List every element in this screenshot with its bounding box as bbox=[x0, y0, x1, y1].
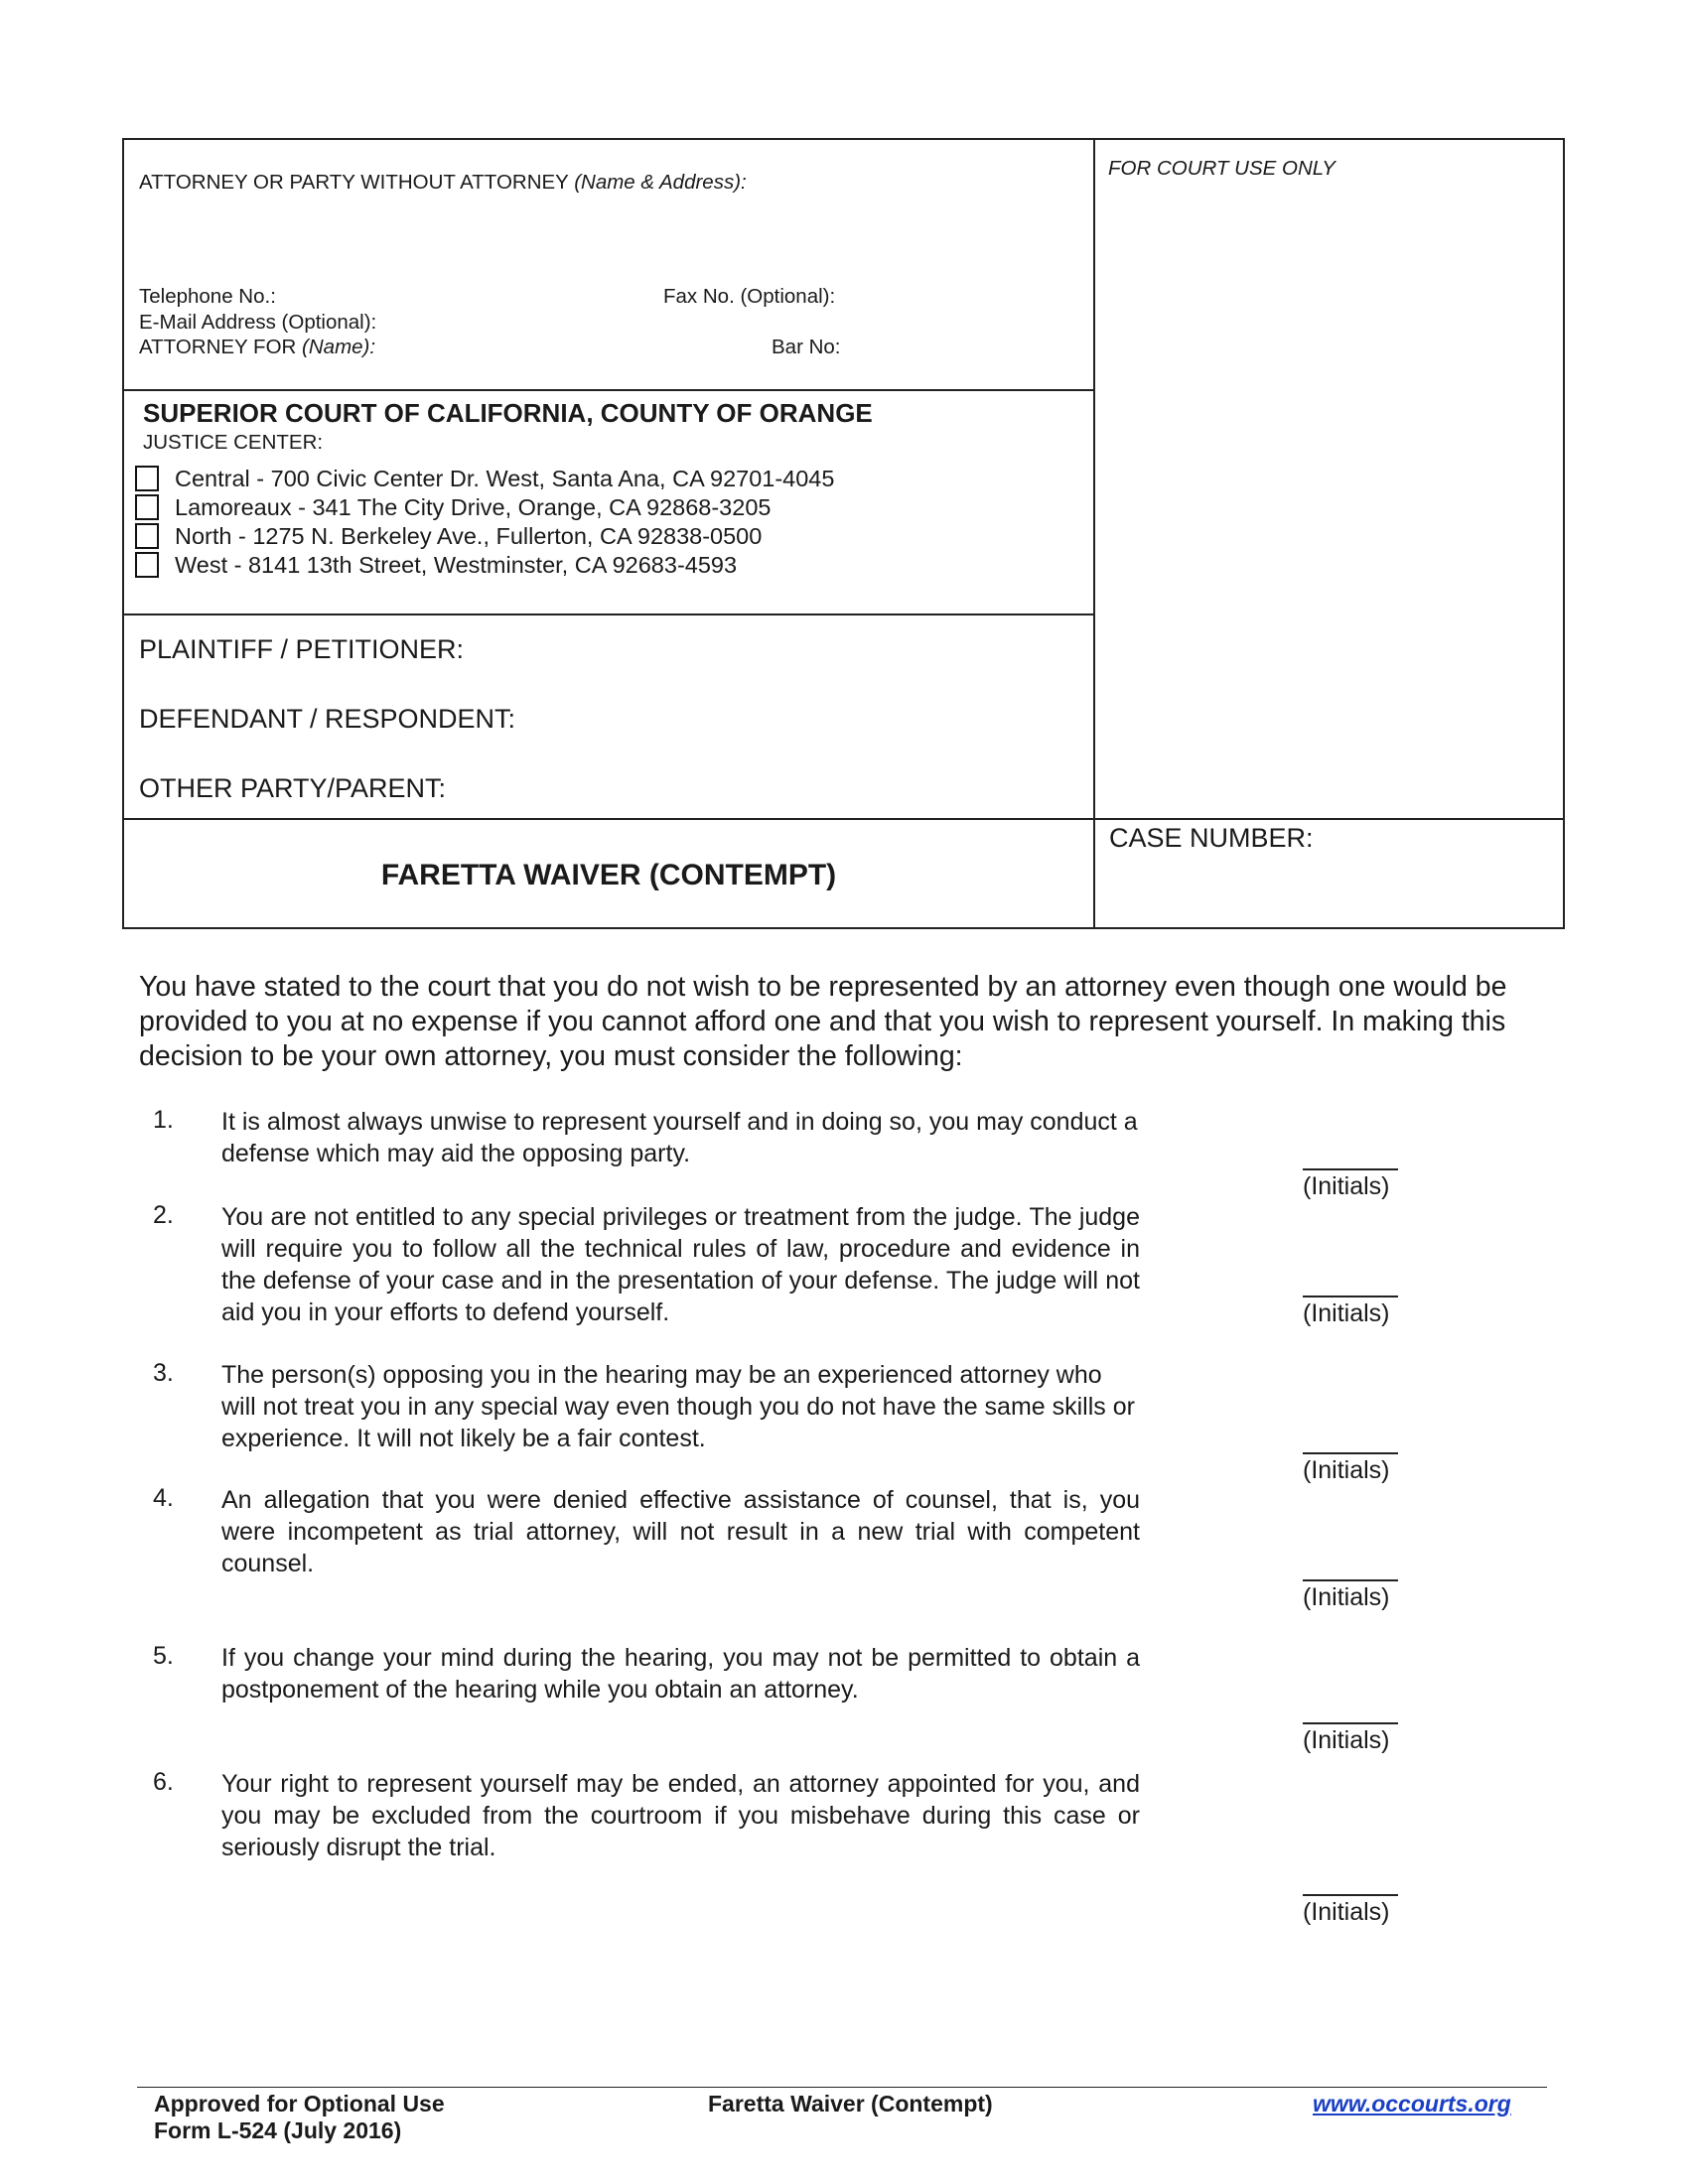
divider-court-parties bbox=[122, 614, 1095, 615]
item-4-initials-label: (Initials) bbox=[1303, 1583, 1390, 1611]
caption-divider-vertical bbox=[1093, 138, 1095, 929]
item-6-text: Your right to represent yourself may be ended, an attorney appointed for you, and you may be excluded from the courtroom if you misbehave during this case or seriously disrupt the trial. bbox=[221, 1770, 1140, 1861]
divider-attorney-court bbox=[122, 389, 1095, 391]
item-3-text: The person(s) opposing you in the hearing may be an experienced attorney who will not treat you in any special way even though you do not have the same skills or experience. It will not likely be a fair contest. bbox=[221, 1361, 1135, 1452]
center-lamoreaux: Lamoreaux - 341 The City Drive, Orange, CA 92868-3205 bbox=[175, 494, 772, 520]
bar-no-label: Bar No: bbox=[772, 336, 841, 358]
item-5-initials-label: (Initials) bbox=[1303, 1726, 1390, 1754]
checkbox-north[interactable] bbox=[135, 523, 159, 549]
attorney-label: ATTORNEY OR PARTY WITHOUT ATTORNEY (Name & Address): bbox=[139, 171, 747, 194]
telephone-label: Telephone No.: bbox=[139, 285, 276, 308]
item-4-initials-line[interactable] bbox=[1303, 1579, 1398, 1581]
divider-parties-title bbox=[122, 818, 1565, 820]
footer-form-number: Form L-524 (July 2016) bbox=[154, 2117, 402, 2143]
item-2-text: You are not entitled to any special privileges or treatment from the judge. The judge will require you to follow all the technical rules of law, procedure and evidence in the defense of your case and in the presentation of your defense. The judge will not aid you in your efforts to defend yourself. bbox=[221, 1203, 1140, 1326]
plaintiff-label: PLAINTIFF / PETITIONER: bbox=[139, 634, 465, 664]
fax-label: Fax No. (Optional): bbox=[663, 285, 836, 308]
item-6-initials-line[interactable] bbox=[1303, 1894, 1398, 1896]
item-2-number: 2. bbox=[153, 1201, 174, 1229]
footer-website-link[interactable]: www.occourts.org bbox=[1313, 2091, 1511, 2116]
item-3-initials-line[interactable] bbox=[1303, 1452, 1398, 1454]
caption-bottom-border bbox=[122, 927, 1565, 929]
item-6-initials-label: (Initials) bbox=[1303, 1898, 1390, 1926]
form-title: FARETTA WAIVER (CONTEMPT) bbox=[380, 859, 837, 891]
court-name: SUPERIOR COURT OF CALIFORNIA, COUNTY OF ORANGE bbox=[143, 398, 873, 428]
item-4-number: 4. bbox=[153, 1484, 174, 1512]
checkbox-central[interactable] bbox=[135, 466, 159, 491]
item-4-text: An allegation that you were denied effective assistance of counsel, that is, you were incompetent as trial attorney, will not result in a new trial with competent counsel. bbox=[221, 1486, 1140, 1577]
footer-rule bbox=[137, 2087, 1547, 2088]
intro-paragraph: You have stated to the court that you do not wish to be represented by an attorney even though one would be provided to you at no expense if you cannot afford one and that you wish to represent yourself. In making this decision to be your own attorney, you must consider the following: bbox=[139, 971, 1507, 1072]
case-number-label: CASE NUMBER: bbox=[1109, 823, 1314, 853]
item-5-text: If you change your mind during the hearing, you may not be permitted to obtain a postponement of the hearing while you obtain an attorney. bbox=[221, 1644, 1140, 1704]
caption-top-border bbox=[122, 138, 1565, 140]
item-1-number: 1. bbox=[153, 1106, 174, 1134]
item-6-number: 6. bbox=[153, 1768, 174, 1796]
center-west: West - 8141 13th Street, Westminster, CA 92683-4593 bbox=[175, 552, 738, 578]
item-1-text: It is almost always unwise to represent yourself and in doing so, you may conduct a defense which may aid the opposing party. bbox=[221, 1108, 1138, 1167]
footer-approved: Approved for Optional Use bbox=[154, 2091, 445, 2116]
item-1-initials-label: (Initials) bbox=[1303, 1172, 1390, 1200]
caption-right-border bbox=[1563, 138, 1565, 929]
court-use-label: FOR COURT USE ONLY bbox=[1108, 157, 1336, 180]
item-5-initials-line[interactable] bbox=[1303, 1722, 1398, 1724]
defendant-label: DEFENDANT / RESPONDENT: bbox=[139, 704, 516, 734]
item-3-initials-label: (Initials) bbox=[1303, 1456, 1390, 1484]
center-central: Central - 700 Civic Center Dr. West, Santa Ana, CA 92701-4045 bbox=[175, 466, 835, 491]
other-party-label: OTHER PARTY/PARENT: bbox=[139, 773, 447, 803]
item-3-number: 3. bbox=[153, 1359, 174, 1387]
item-1-initials-line[interactable] bbox=[1303, 1168, 1398, 1170]
checkbox-west[interactable] bbox=[135, 552, 159, 578]
caption-left-border bbox=[122, 138, 124, 929]
item-5-number: 5. bbox=[153, 1642, 174, 1670]
email-label: E-Mail Address (Optional): bbox=[139, 311, 377, 334]
item-2-initials-line[interactable] bbox=[1303, 1296, 1398, 1297]
attorney-for-label: ATTORNEY FOR (Name): bbox=[139, 336, 376, 358]
checkbox-lamoreaux[interactable] bbox=[135, 494, 159, 520]
item-2-initials-label: (Initials) bbox=[1303, 1299, 1390, 1327]
justice-center-label: JUSTICE CENTER: bbox=[143, 431, 324, 454]
center-north: North - 1275 N. Berkeley Ave., Fullerton, CA 92838-0500 bbox=[175, 523, 763, 549]
footer-title: Faretta Waiver (Contempt) bbox=[708, 2091, 993, 2116]
